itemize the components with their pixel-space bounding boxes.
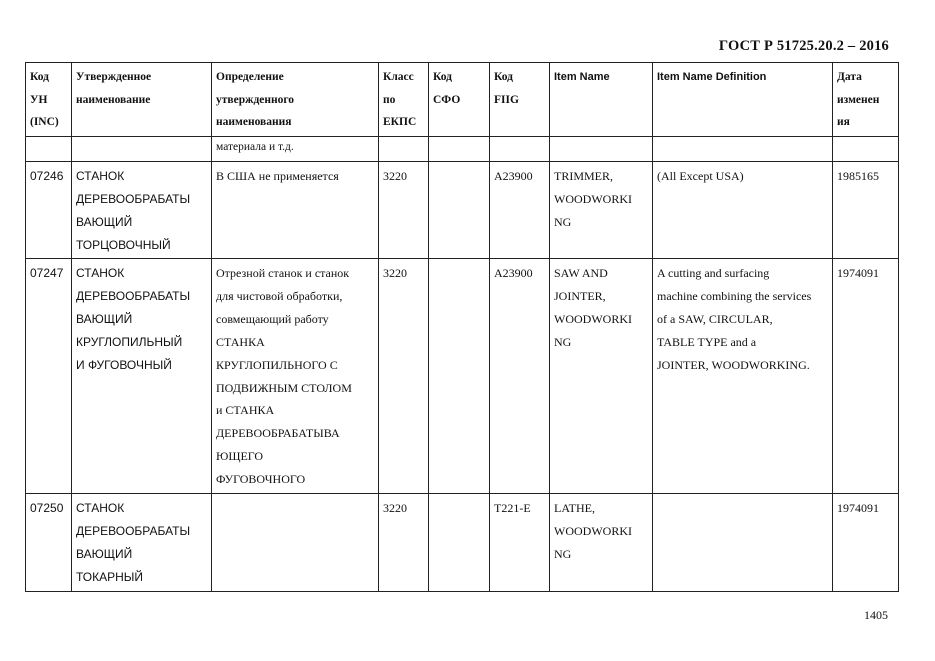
table-row [26, 494, 899, 592]
cell-sfo [429, 259, 490, 494]
cell-fiig [490, 137, 550, 162]
cell-item-name: SAW AND JOINTER, WOODWORKI NG [550, 259, 653, 494]
cell-fiig: T221-E [490, 494, 550, 592]
header-date: Дата изменен ия [833, 63, 899, 137]
cell-inc: 07250 [26, 494, 72, 592]
header-fiig: Код FIIG [490, 63, 550, 137]
cell-item-name: TRIMMER, WOODWORKI NG [550, 162, 653, 259]
cell-class [379, 137, 429, 162]
cell-fiig: A23900 [490, 259, 550, 494]
cell-date: 1985165 [833, 162, 899, 259]
cell-approved-name: СТАНОК ДЕРЕВООБРАБАТЫ ВАЮЩИЙ ТОРЦОВОЧНЫЙ [72, 162, 212, 259]
cell-inc [26, 137, 72, 162]
cell-definition [212, 494, 379, 592]
cell-item-definition: (All Except USA) [653, 162, 833, 259]
header-item-name: Item Name [550, 63, 653, 137]
catalog-table [25, 62, 899, 592]
cell-definition: Отрезной станок и станок для чистовой обработки, совмещающий работу СТАНКА КРУГЛОПИЛЬНОГО С ПОДВИЖНЫМ СТОЛОМ и СТАНКА ДЕРЕВООБРАБАТЫВА ЮЩЕГО ФУГОВОЧНОГО [212, 259, 379, 494]
cell-date [833, 137, 899, 162]
cell-item-definition: A cutting and surfacing machine combining the services of a SAW, CIRCULAR, TABLE TYPE and a JOINTER, WOODWORKING. [653, 259, 833, 494]
cell-class: 3220 [379, 494, 429, 592]
table-row [26, 259, 899, 494]
cell-inc: 07247 [26, 259, 72, 494]
cell-definition: материала и т.д. [212, 137, 379, 162]
cell-item-name [550, 137, 653, 162]
cell-approved-name: СТАНОК ДЕРЕВООБРАБАТЫ ВАЮЩИЙ ТОКАРНЫЙ [72, 494, 212, 592]
header-definition: Определение утвержденного наименования [212, 63, 379, 137]
cell-item-definition [653, 494, 833, 592]
cell-sfo [429, 137, 490, 162]
cell-approved-name: СТАНОК ДЕРЕВООБРАБАТЫ ВАЮЩИЙ КРУГЛОПИЛЬНЫЙ И ФУГОВОЧНЫЙ [72, 259, 212, 494]
cell-item-definition [653, 137, 833, 162]
cell-fiig: A23900 [490, 162, 550, 259]
continuation-row [26, 137, 899, 162]
cell-date: 1974091 [833, 259, 899, 494]
header-item-definition: Item Name Definition [653, 63, 833, 137]
header-sfo: Код СФО [429, 63, 490, 137]
table-row [26, 162, 899, 259]
cell-date: 1974091 [833, 494, 899, 592]
cell-approved-name [72, 137, 212, 162]
cell-class: 3220 [379, 259, 429, 494]
cell-class: 3220 [379, 162, 429, 259]
cell-item-name: LATHE, WOODWORKI NG [550, 494, 653, 592]
page-number: 1405 [864, 608, 888, 622]
cell-inc: 07246 [26, 162, 72, 259]
document-code: ГОСТ Р 51725.20.2 – 2016 [718, 38, 889, 54]
cell-sfo [429, 494, 490, 592]
header-row [26, 63, 899, 137]
cell-sfo [429, 162, 490, 259]
header-class: Класс по ЕКПС [379, 63, 429, 137]
header-approved-name: Утвержденное наименование [72, 63, 212, 137]
cell-definition: В США не применяется [212, 162, 379, 259]
header-inc: Код УН (INC) [26, 63, 72, 137]
